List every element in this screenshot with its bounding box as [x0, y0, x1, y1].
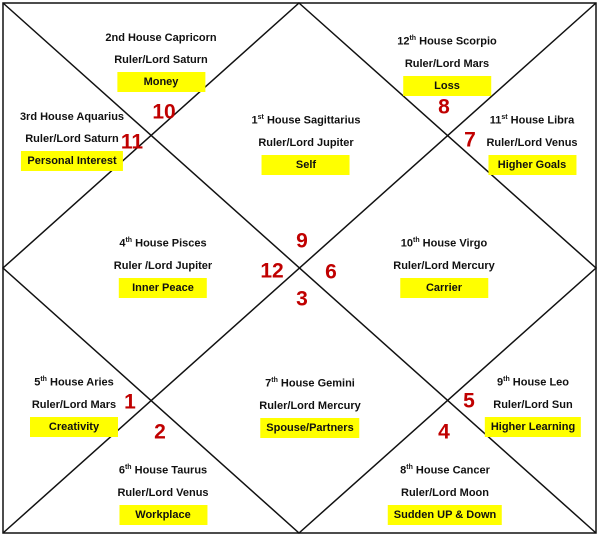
house-11-sign-number: 7 [464, 128, 476, 152]
house-9-sign-number: 5 [463, 389, 475, 413]
house-10 [393, 234, 494, 298]
house-10-title: 10th House Virgo [400, 237, 488, 250]
house-1-ruler: Ruler/Lord Jupiter [258, 136, 354, 149]
house-1 [252, 111, 361, 175]
house-8-ruler: Ruler/Lord Moon [401, 486, 489, 499]
house-12-title: 12th House Scorpio [397, 35, 497, 48]
house-5 [30, 373, 118, 437]
house-11-ruler: Ruler/Lord Venus [486, 136, 578, 149]
house-2-label: Money [117, 72, 205, 92]
house-4-title: 4th House Pisces [119, 237, 207, 250]
house-4-label: Inner Peace [119, 278, 207, 298]
house-11-label: Higher Goals [488, 155, 576, 175]
house-2-ruler: Ruler/Lord Saturn [114, 54, 208, 66]
house-12-label: Loss [403, 76, 491, 96]
house-1-title: 1st House Sagittarius [251, 114, 361, 127]
house-2-title: 2nd House Capricorn [105, 32, 217, 44]
house-6-sign-number: 2 [154, 420, 166, 444]
house-5-title: 5th House Aries [34, 376, 114, 389]
house-9-ruler: Ruler/Lord Sun [493, 398, 573, 411]
house-8-label: Sudden UP & Down [388, 505, 502, 525]
house-7-ruler: Ruler/Lord Mercury [259, 399, 361, 412]
house-4 [114, 234, 212, 298]
house-8-sign-number: 4 [438, 420, 450, 444]
house-10-label: Carrier [400, 278, 488, 298]
house-12-sign-number: 8 [438, 95, 450, 119]
house-6-label: Workplace [119, 505, 207, 525]
house-7-title: 7th House Gemini [265, 377, 355, 390]
house-4-ruler: Ruler /Lord Jupiter [113, 259, 213, 272]
house-6-title: 6th House Taurus [118, 464, 208, 477]
house-10-ruler: Ruler/Lord Mercury [393, 259, 495, 272]
house-3-sign-number: 11 [120, 130, 144, 154]
house-6 [117, 461, 208, 525]
house-11-title: 11st House Libra [489, 114, 575, 127]
house-2-sign-number: 10 [152, 100, 176, 124]
house-3-label: Personal Interest [21, 151, 122, 171]
house-7 [259, 374, 360, 438]
house-9-label: Higher Learning [485, 417, 581, 437]
house-1-sign-number: 9 [296, 229, 308, 253]
house-3-title: 3rd House Aquarius [19, 111, 125, 123]
house-3-ruler: Ruler/Lord Saturn [25, 133, 119, 145]
house-2 [105, 32, 216, 92]
house-5-sign-number: 1 [124, 390, 136, 414]
house-8 [388, 461, 502, 525]
house-9-title: 9th House Leo [496, 376, 570, 389]
house-1-label: Self [262, 155, 350, 175]
house-7-sign-number: 3 [296, 287, 308, 311]
house-12-ruler: Ruler/Lord Mars [404, 57, 490, 70]
house-4-sign-number: 12 [260, 259, 284, 283]
house-5-ruler: Ruler/Lord Mars [31, 398, 117, 411]
house-11 [486, 111, 577, 175]
house-9 [485, 373, 581, 437]
house-7-label: Spouse/Partners [260, 418, 359, 438]
house-10-sign-number: 6 [325, 260, 337, 284]
house-12 [397, 32, 497, 96]
house-3 [20, 111, 124, 171]
house-8-title: 8th House Cancer [400, 464, 490, 477]
house-5-label: Creativity [30, 417, 118, 437]
house-6-ruler: Ruler/Lord Venus [117, 486, 209, 499]
